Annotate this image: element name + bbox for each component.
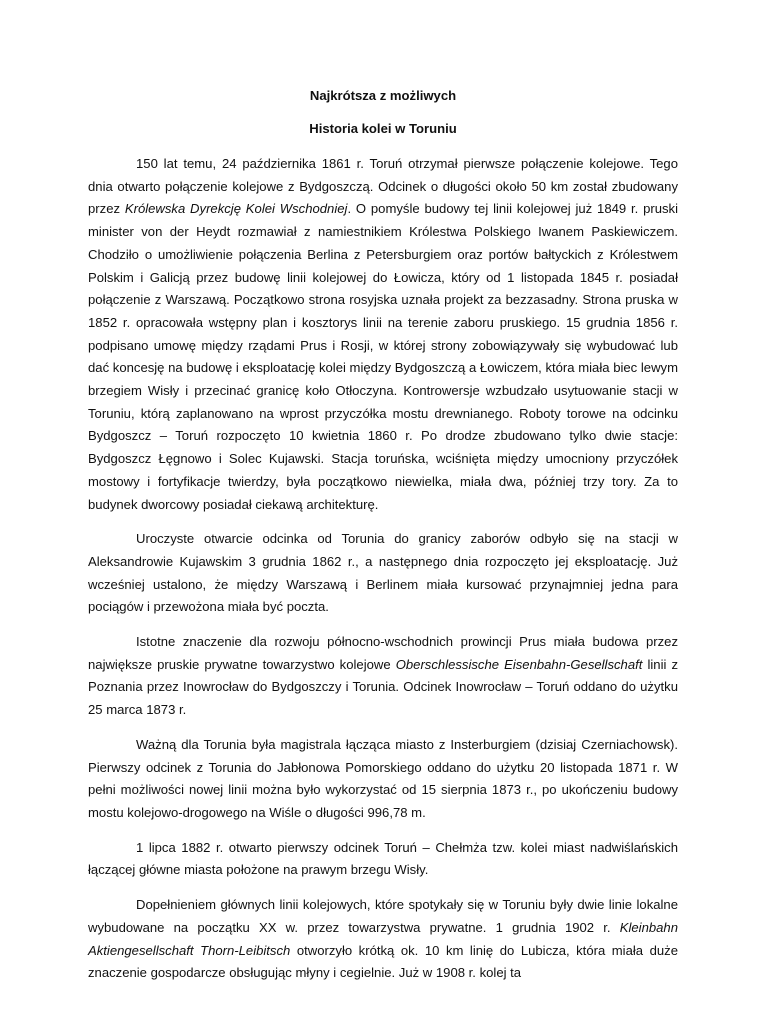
paragraph-3-text-b: linii z Poznania przez Inowrocław do Bydgoszczy i Torunia. Odcinek Inowrocław – Toruń oddano do użytku 25 marca 1873 r. [88,656,679,718]
paragraph-4 [88,734,678,825]
paragraph-1-italic: Królewska Dyrekcję Kolei Wschodniej [124,201,348,217]
paragraph-2-text: Uroczyste otwarcie odcinka od Torunia do granicy zaborów odbyło się na stacji w Aleksandrowie Kujawskim 3 grudnia 1862 r., a następnego dnia rozpoczęto jej eksploatację. Już wcześniej ustalono, że między Warszawą i Berlinem miała kursować przynajmniej jedna para pociągów i przewożona miała być poczta. [88,531,678,615]
paragraph-5-text: 1 lipca 1882 r. otwarto pierwszy odcinek Toruń – Chełmża tzw. kolei miast nadwiślańskich łączącej główne miasta położone na prawym brzegu Wisły. [88,839,678,878]
paragraph-1-text-b: . O pomyśle budowy tej linii kolejowej już 1849 r. pruski minister von der Heydt rozmawiał z namiestnikiem Królestwa Polskiego Iwanem Paskiewiczem. Chodziło o umożliwienie połączenia Berlina z Petersburgiem oraz portów bałtyckich z Królestwem Polskim i Galicją przez budowę linii kolejowej do Łowicza, który od 1 listopada 1845 r. posiadał połączenie z Warszawą. Początkowo strona rosyjska uznała projekt za bezzasadny. Strona pruska w 1852 r. opracowała wstępny plan i kosztorys linii na terenie zaboru pruskiego. 15 grudnia 1856 r. podpisano umowę między rządami Prus i Rosji, w której strony zobowiązywały się wybudować lub dać koncesję na budowę i eksploatację kolei między Bydgoszczą a Łowiczem, która miała biec lewym brzegiem Wisły i przecinać granicę koło Otłoczyna. Kontrowersje wzbudzało usytuowanie stacji w Toruniu, którą zaplanowano na wprost przyczółka mostu drewnianego. Roboty torowe na odcinku Bydgoszcz – Toruń rozpoczęto 10 kwietnia 1860 r. Po drodze zbudowano tylko dwie stacje: Bydgoszcz Łęgnowo i Solec Kujawski. Stacja toruńska, wciśnięta między umocniony przyczółek mostowy i fortyfikacje twierdzy, była początkowo niewielka, miała dwa, później trzy tory. Za to budynek dworcowy posiadał ciekawą architekturę. [88,201,679,512]
paragraph-1-text-a: 150 lat temu, 24 października 1861 r. Toruń otrzymał pierwsze połączenie kolejowe. Tego dnia otwarto połączenie kolejowe z Bydgoszczą. Odcinek o długości około 50 km został zbudowany przez [88,156,678,217]
paragraph-3 [88,631,678,722]
paragraph-6 [88,894,678,985]
paragraph-6-text-b: otworzyło krótką ok. 10 km linię do Lubicza, która miała duże znaczenie gospodarcze obsługując młyny i cegielnie. Już w 1908 r. kolej ta [88,942,678,981]
paragraph-6-text-a: Dopełnieniem głównych linii kolejowych, które spotykały się w Toruniu były dwie linie lokalne wybudowane na początku XX w. przez towarzystwa prywatne. 1 grudnia 1902 r. [88,897,678,935]
paragraph-1 [88,153,678,516]
document-heading: Najkrótsza z możliwych [309,88,457,103]
paragraph-3-text-a: Istotne znaczenie dla rozwoju północno-wschodnich prowincji Prus miała budowa przez największe pruskie prywatne towarzystwo kolejowe [88,634,678,672]
paragraph-5 [88,837,678,882]
paragraph-2 [88,528,678,619]
document-page [88,86,678,997]
paragraph-3-italic: Oberschlessische Eisenbahn-Gesellschaft [395,656,643,672]
paragraph-6-italic: Kleinbahn Aktiengesellschaft Thorn-Leibitsch [88,919,678,958]
paragraph-4-text: Ważną dla Torunia była magistrala łącząca miasto z Insterburgiem (dzisiaj Czerniachowsk). Pierwszy odcinek z Torunia do Jabłonowa Pomorskiego oddano do użytku 20 listopada 1871 r. W pełni możliwości nowej linii można było wykorzystać od 15 sierpnia 1873 r., po ukończeniu budowy mostu kolejowo-drogowego na Wiśle o długości 996,78 m. [88,736,678,820]
document-title: Historia kolei w Toruniu [309,121,457,136]
